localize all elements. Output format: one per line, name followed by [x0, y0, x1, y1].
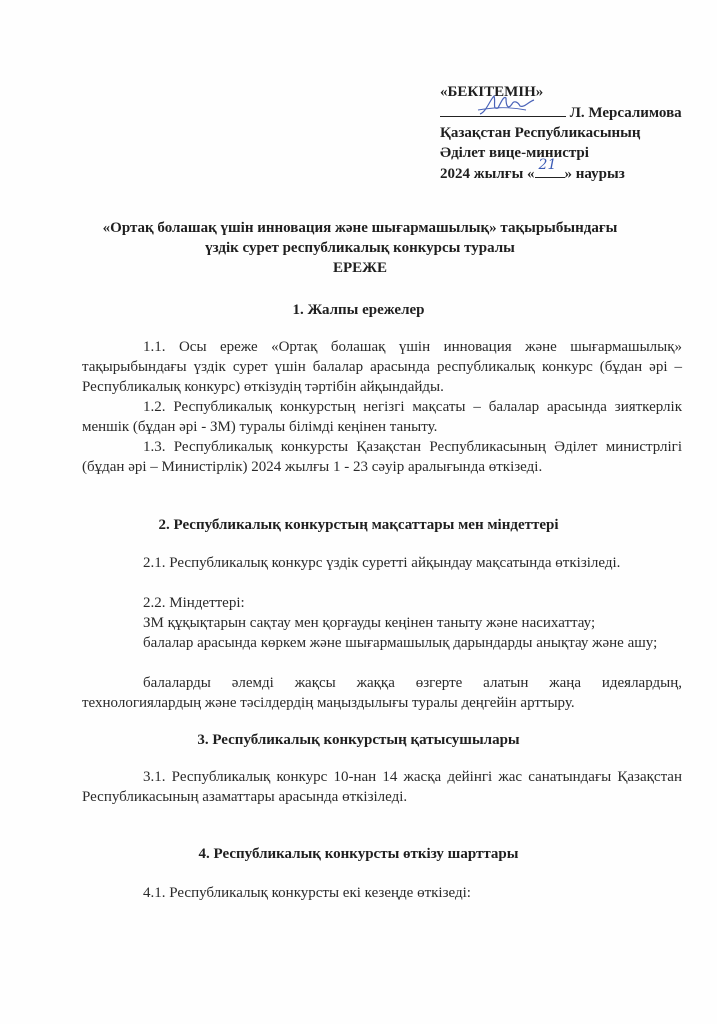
paragraph-2-1: 2.1. Республикалық конкурс үздік суретті айқындау мақсатында өткізіледі.	[143, 555, 621, 571]
section-1-heading: 1. Жалпы ережелер	[292, 302, 425, 318]
section-2-heading: 2. Республикалық конкурстың мақсаттары мен міндеттері	[158, 517, 559, 533]
section-3-heading: 3. Республикалық конкурстың қатысушылары	[197, 732, 520, 748]
signatory-name: Л. Мерсалимова	[569, 105, 682, 121]
paragraph-2-2: 2.2. Міндеттері:	[143, 595, 245, 611]
title-line-3: ЕРЕЖЕ	[332, 260, 387, 276]
date-day: 21	[538, 157, 557, 173]
date-prefix: 2024 жылғы «	[440, 166, 535, 182]
handwritten-signature-icon	[476, 92, 536, 118]
section-4-heading: 4. Республикалық конкурсты өткізу шарттары	[198, 846, 519, 862]
approval-organization: Қазақстан Республикасының	[440, 125, 641, 141]
approval-date	[440, 157, 682, 184]
date-day-blank	[535, 157, 565, 178]
paragraph-3-1: 3.1. Республикалық конкурс 10-нан 14 жасқа дейінгі жас санатындағы Қазақстан Республикасының азаматтары арасында өткізіледі.	[82, 769, 682, 805]
title-line-1: «Ортақ болашақ үшін инновация және шығармашылық» тақырыбындағы	[102, 220, 618, 236]
paragraph-1-1: 1.1. Осы ереже «Ортақ болашақ үшін инновация және шығармашылық» тақырыбындағы үздік сурет үшін балалар арасында республикалық конкурс (бұдан әрі – Республикалық конкурс) өткізудің тәртібін айқындайды.	[82, 339, 682, 395]
task-item-2: балалар арасында көркем және шығармашылық дарындарды анықтау және ашу;	[143, 635, 658, 651]
task-item-3: балаларды әлемді жақсы жаққа өзгерте алатын жаңа идеялардың, технологиялардың және тәсілдердің маңыздылығы туралы деңгейін арттыру.	[82, 675, 682, 711]
signature-blank	[440, 102, 566, 117]
approval-block	[440, 82, 682, 184]
paragraph-1-3: 1.3. Республикалық конкурсты Қазақстан Республикасының Әділет министрлігі (бұдан әрі – Министірлік) 2024 жылғы 1 - 23 сәуір аралығында өткізеді.	[82, 439, 682, 475]
signature-line	[440, 102, 682, 123]
paragraph-1-2: 1.2. Республикалық конкурстың негізгі мақсаты – балалар арасында зияткерлік меншік (бұдан әрі - ЗМ) туралы білімді кеңінен таныту.	[82, 399, 682, 435]
paragraph-4-1: 4.1. Республикалық конкурсты екі кезеңде өткізеді:	[143, 885, 471, 901]
date-suffix: » наурыз	[564, 166, 625, 182]
title-line-2: үздік сурет республикалық конкурсы туралы	[205, 240, 515, 256]
approval-position: Әділет вице-министрі	[440, 145, 589, 161]
document-title	[60, 218, 660, 278]
approval-header: «БЕКІТЕМІН»	[440, 84, 544, 100]
task-item-1: ЗМ құқықтарын сақтау мен қорғауды кеңінен таныту және насихаттау;	[143, 615, 596, 631]
